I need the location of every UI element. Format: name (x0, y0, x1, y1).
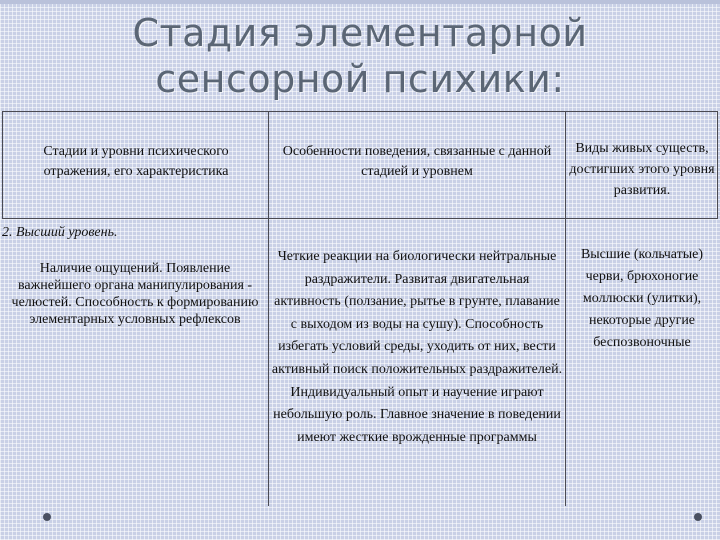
column-divider-1 (268, 111, 269, 506)
table-header-border (2, 218, 718, 219)
level-subheading: 2. Высший уровень. (2, 225, 118, 240)
header-cell-stages: Стадии и уровни психического отражения, его характеристика (43, 144, 229, 179)
slide-title-line-2: сенсорной психики: (155, 57, 565, 101)
header-cell-behavior: Особенности поведения, связанные с данной стадией и уровнем (282, 144, 552, 179)
table-left-border (2, 111, 3, 218)
row-cell-behavior-description: Четкие реакции на биологически нейтральные раздражители. Развитая двигательная активность (ползание, рытье в грунте, плавание с выходом из воды на сушу). Способность избегать условий среды, уходить от них, вести активный поиск положительных раздражителей. Индивидуальный опыт и научение играют небольшую роль. Главное значение в поведении имеют жесткие врожденные программы (271, 249, 563, 445)
bottom-dot-right (694, 513, 702, 521)
slide-title (60, 10, 660, 102)
slide-title-line-1: Стадия элементарной (132, 11, 588, 55)
bottom-dot-left (43, 513, 51, 521)
top-strip (0, 0, 720, 4)
row-cell-stage-description: Наличие ощущений. Появление важнейшего органа манипулирования - челюстей. Способность к формированию элементарных условных рефлексов (11, 261, 259, 327)
header-cell-species: Виды живых существ, достигших этого уровня развития. (569, 141, 715, 198)
table-top-border (2, 111, 718, 112)
row-cell-species-list: Высшие (кольчатые) черви, брюхоногие моллюски (улитки), некоторые другие беспозвоночные (580, 247, 704, 350)
